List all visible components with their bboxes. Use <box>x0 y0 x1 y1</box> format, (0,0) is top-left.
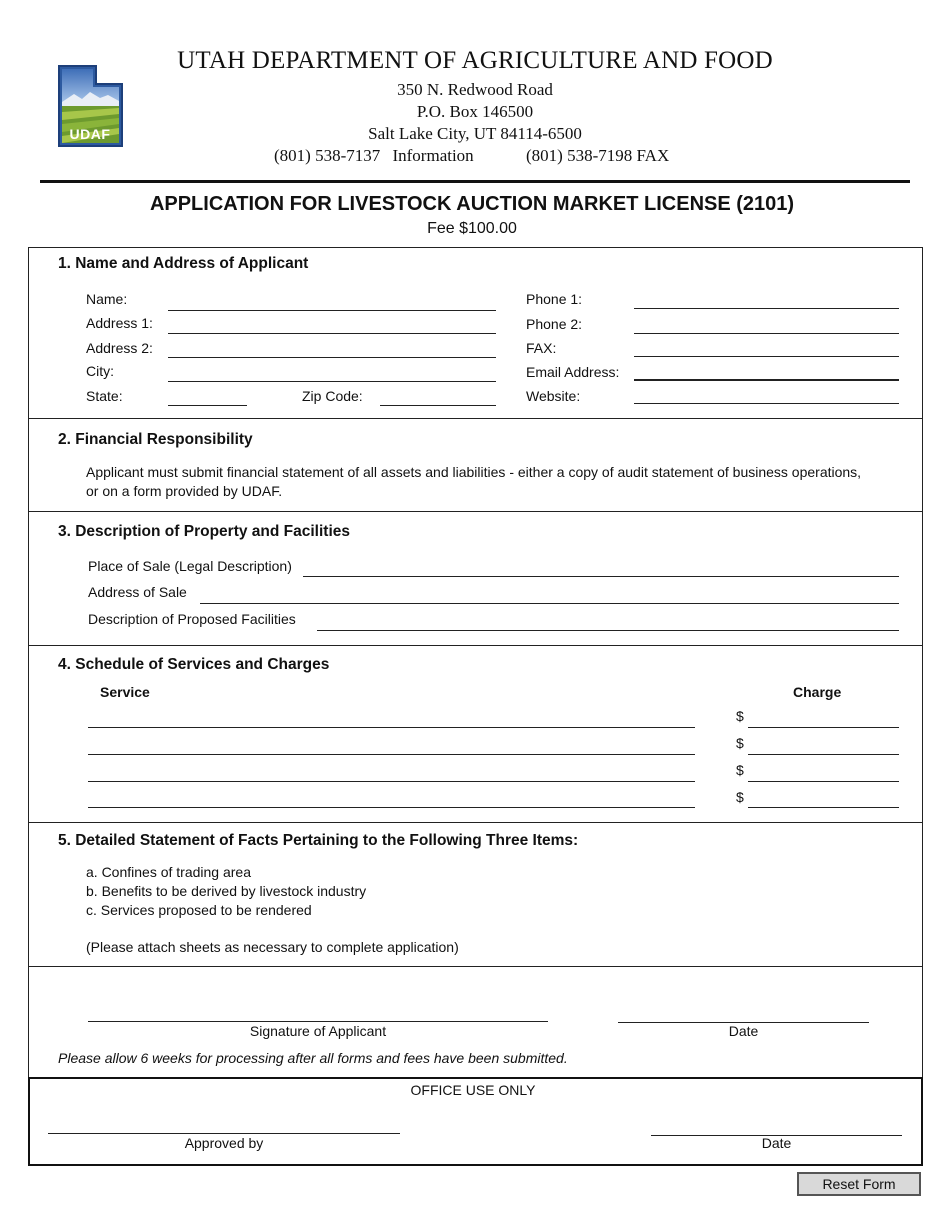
fax-field[interactable] <box>634 356 899 357</box>
statement-item-c: c. Services proposed to be rendered <box>86 902 312 918</box>
zip-field[interactable] <box>380 405 496 406</box>
phone2-field[interactable] <box>634 333 899 334</box>
currency-symbol-4: $ <box>736 789 744 805</box>
statement-item-b: b. Benefits to be derived by livestock industry <box>86 883 367 899</box>
charge-field-2[interactable] <box>748 754 899 755</box>
name-field[interactable] <box>168 310 496 311</box>
phone-info-number: (801) 538-7137 <box>274 146 381 165</box>
website-label: Website: <box>526 388 581 404</box>
section-divider-2 <box>28 511 922 512</box>
proposed-facilities-field[interactable] <box>317 630 899 631</box>
state-label: State: <box>86 388 123 404</box>
name-label: Name: <box>86 291 128 307</box>
section-3-heading: 3. Description of Property and Facilities <box>58 523 350 540</box>
reset-form-button[interactable]: Reset Form <box>797 1172 921 1196</box>
address-of-sale-field[interactable] <box>200 603 899 604</box>
place-of-sale-field[interactable] <box>303 576 899 577</box>
header-divider <box>40 180 910 183</box>
office-use-heading: OFFICE USE ONLY <box>410 1082 536 1098</box>
proposed-facilities-label: Description of Proposed Facilities <box>88 611 296 627</box>
applicant-signature-label: Signature of Applicant <box>249 1023 387 1039</box>
charge-field-4[interactable] <box>748 807 899 808</box>
service-column-header: Service <box>100 684 150 700</box>
financial-text-line-2: or on a form provided by UDAF. <box>86 483 283 499</box>
office-date-label: Date <box>761 1135 792 1151</box>
department-name: UTAH DEPARTMENT OF AGRICULTURE AND FOOD <box>177 47 773 74</box>
phone1-field[interactable] <box>634 308 899 309</box>
financial-text-line-1: Applicant must submit financial statement of all assets and liabilities - either a copy of audit statement of business operations, <box>86 464 862 480</box>
service-field-3[interactable] <box>88 781 695 782</box>
currency-symbol-3: $ <box>736 762 744 778</box>
approved-by-label: Approved by <box>184 1135 264 1151</box>
website-field[interactable] <box>634 403 899 404</box>
phone2-label: Phone 2: <box>526 316 583 332</box>
section-divider-4 <box>28 822 922 823</box>
phone-info <box>274 145 474 167</box>
address1-label: Address 1: <box>86 315 153 331</box>
fax-label: FAX: <box>526 340 557 356</box>
section-5-heading: 5. Detailed Statement of Facts Pertaining to the Following Three Items: <box>58 832 579 849</box>
statement-item-a: a. Confines of trading area <box>86 864 251 880</box>
section-1-heading: 1. Name and Address of Applicant <box>58 255 309 272</box>
phone1-label: Phone 1: <box>526 291 583 307</box>
zip-label: Zip Code: <box>302 388 363 404</box>
service-field-4[interactable] <box>88 807 695 808</box>
currency-symbol-1: $ <box>736 708 744 724</box>
address1-field[interactable] <box>168 333 496 334</box>
currency-symbol-2: $ <box>736 735 744 751</box>
attach-sheets-note: (Please attach sheets as necessary to complete application) <box>86 939 459 955</box>
charge-field-1[interactable] <box>748 727 899 728</box>
address2-label: Address 2: <box>86 340 153 356</box>
charge-field-3[interactable] <box>748 781 899 782</box>
city-field[interactable] <box>168 381 496 382</box>
address2-field[interactable] <box>168 357 496 358</box>
section-2-heading: 2. Financial Responsibility <box>58 431 253 448</box>
address-line-3: Salt Lake City, UT 84114-6500 <box>368 124 582 143</box>
section-divider-3 <box>28 645 922 646</box>
processing-note: Please allow 6 weeks for processing after all forms and fees have been submitted. <box>58 1050 568 1066</box>
state-field[interactable] <box>168 405 247 406</box>
form-title: APPLICATION FOR LIVESTOCK AUCTION MARKET LICENSE (2101) <box>149 193 795 215</box>
phone-fax: (801) 538-7198 FAX <box>526 146 670 165</box>
address-line-1: 350 N. Redwood Road <box>397 80 553 99</box>
address-line-2: P.O. Box 146500 <box>416 102 534 121</box>
service-field-1[interactable] <box>88 727 695 728</box>
email-label: Email Address: <box>526 364 620 380</box>
approved-by-field[interactable] <box>48 1133 400 1134</box>
section-divider-5 <box>28 966 922 967</box>
phone-info-label: Information <box>392 146 474 165</box>
city-label: City: <box>86 363 114 379</box>
address-of-sale-label: Address of Sale <box>88 584 187 600</box>
place-of-sale-label: Place of Sale (Legal Description) <box>88 558 292 574</box>
applicant-date-label: Date <box>728 1023 759 1039</box>
logo-text: UDAF <box>69 126 111 142</box>
service-field-2[interactable] <box>88 754 695 755</box>
section-4-heading: 4. Schedule of Services and Charges <box>58 656 330 673</box>
section-divider-1 <box>28 418 922 419</box>
form-fee: Fee $100.00 <box>427 220 517 237</box>
charge-column-header: Charge <box>793 684 842 700</box>
email-field[interactable] <box>634 379 899 381</box>
applicant-signature-field[interactable] <box>88 1021 548 1022</box>
